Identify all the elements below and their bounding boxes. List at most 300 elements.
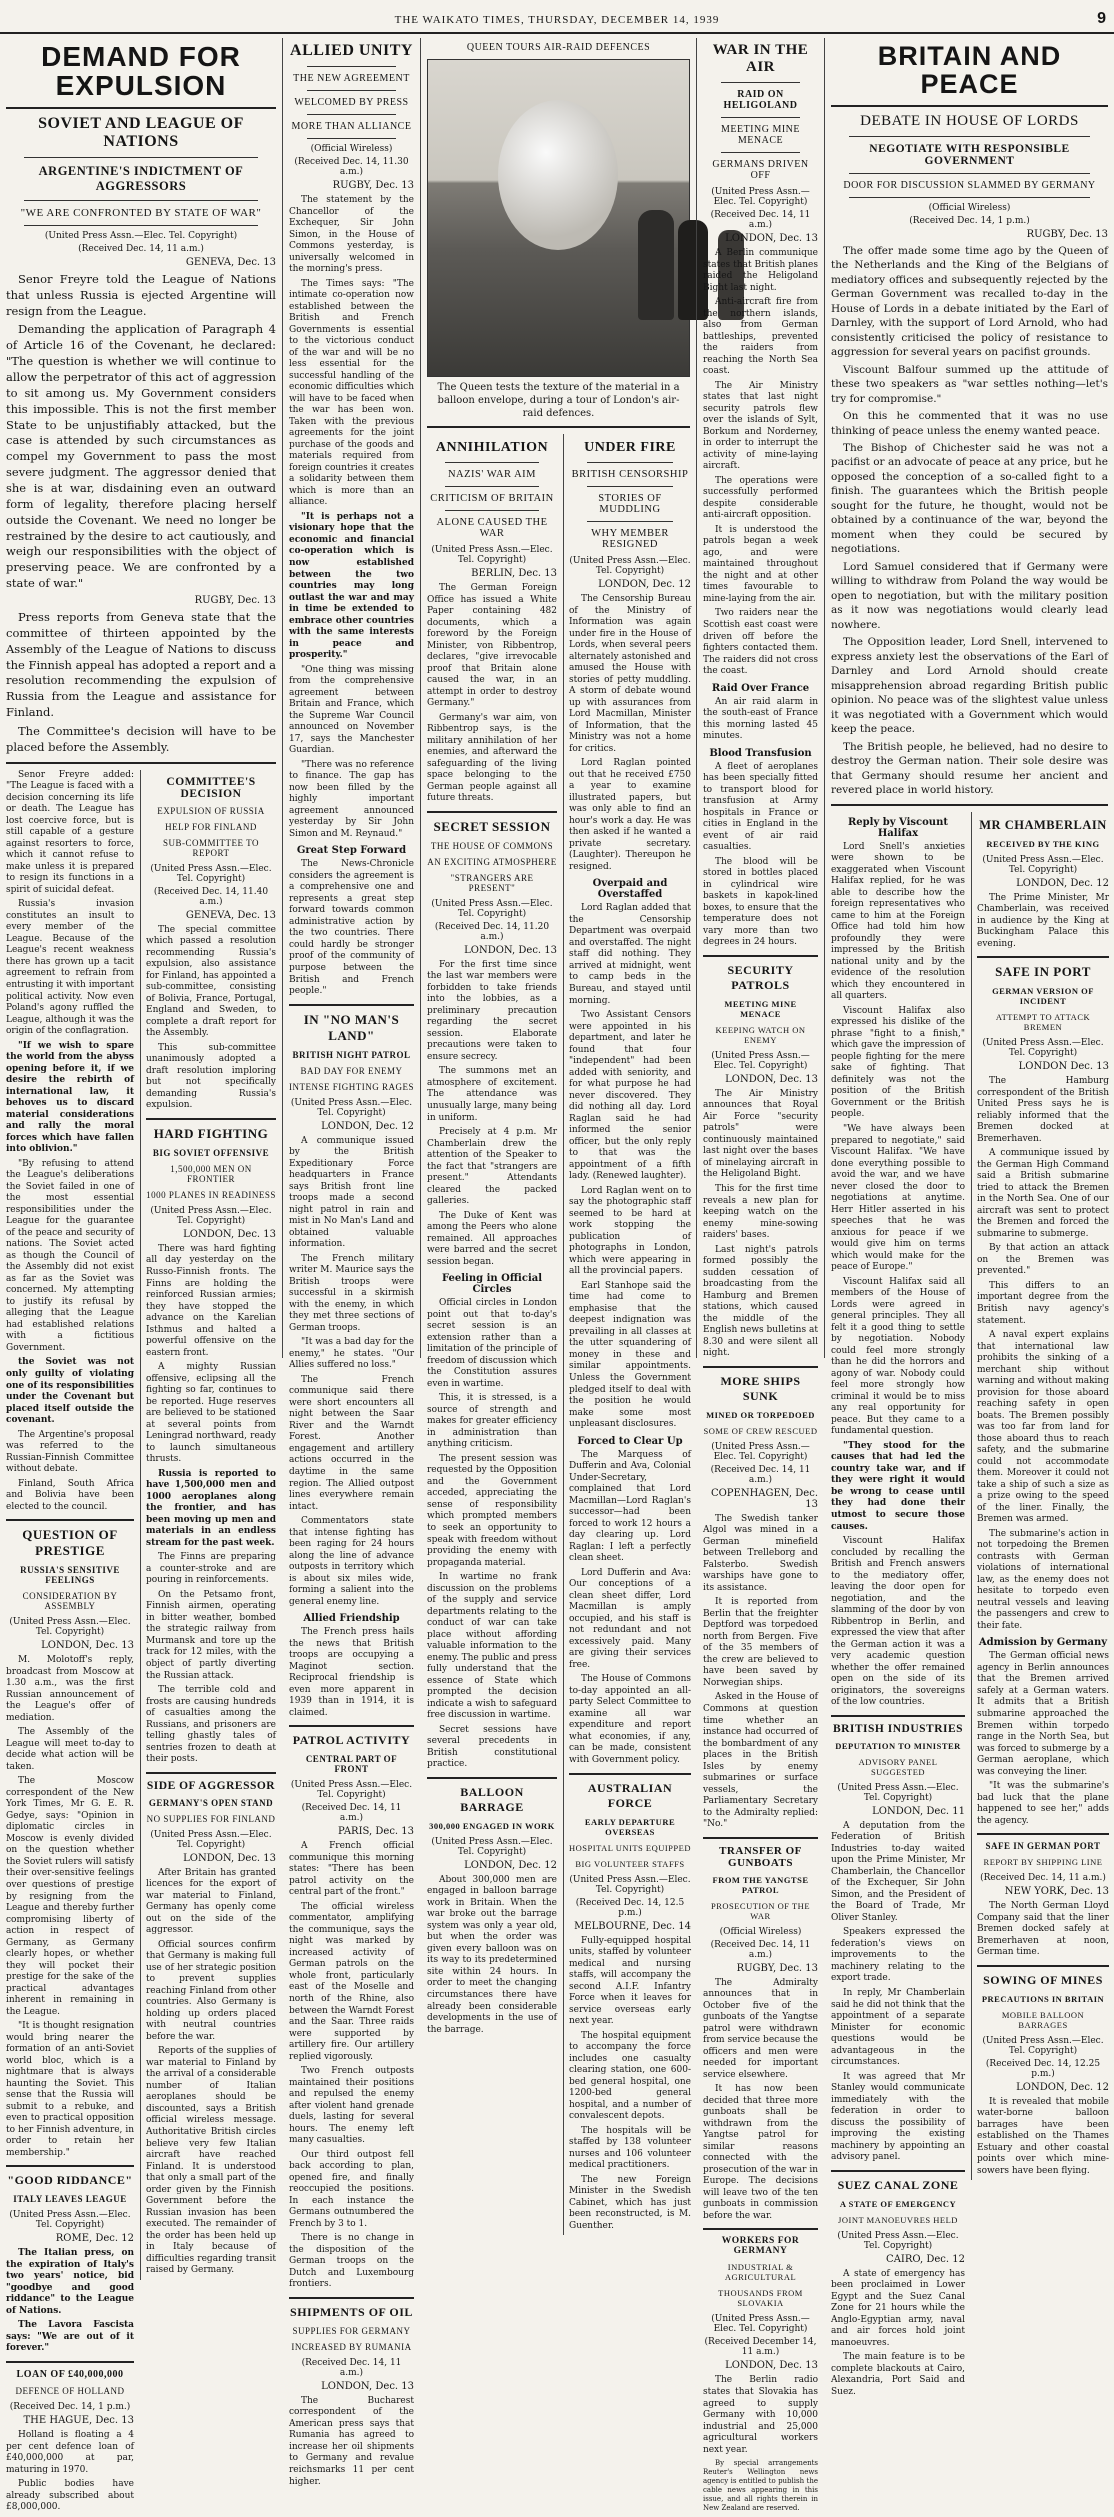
paragraph: The Prime Minister, Mr Chamberlain, was received in audience by the King at Buckingham Palace this evening. <box>977 892 1109 949</box>
section-heading: SOWING OF MINES <box>983 1972 1103 1987</box>
subhead: NEGOTIATE WITH RESPONSIBLE GOVERNMENT <box>869 142 1070 167</box>
column-3a <box>427 434 557 2039</box>
paragraph: The Censorship Bureau of the Ministry of Information was again under fire in the House of Lords, when several peers alternately astonished and amused the House with stories of petty muddling. A storm of debate wound up with assurances from Lord Macmillan, Minister of Information, that the Ministry was not a home for critics. <box>569 594 691 754</box>
dateline: LONDON, Dec. 11 <box>872 1805 965 1817</box>
paragraph: A naval expert explains that international law prohibits the sinking of a merchant ship without warning and without making provision for those aboard reaching safety in open boats. The Bremen possibly was too far from land for those aboard thus to reach safety, and the submarine could not accommodate them. Moreover it could not take a ship of such a size as a prize owing to the speed of the liner. Finally, the Bremen was armed. <box>977 1330 1109 1525</box>
paragraph: "By refusing to attend the League's deliberations the Soviet failed in one of the most essential responsibilities under the League for the guarantee of the peace and security of nations. The Soviet acted as though the Council of the Assembly did not exist as far as the Soviet was concerned. My attempting to justify its refusal by alleging that the League had established relations with a fictitious Government. <box>6 1158 134 1353</box>
subhead: RAID ON HELIGOLAND <box>723 89 798 111</box>
paragraph: Our third outpost fell back according to plan, opened fire, and finally reoccupied the positions. In each instance the Germans outnumbered the French by 3 to 1. <box>289 2149 414 2229</box>
subhead: 1000 PLANES IN READINESS <box>146 1189 276 1200</box>
paragraph: The French press hails the news that British troops are occupying a Maginot section. Reciprocal friendship is even more apparent in 1939 than in 1914, it is claimed. <box>289 1627 414 1718</box>
dateline: LONDON, Dec. 12 <box>321 1120 414 1132</box>
paragraph: A Berlin communique states that British planes raided the Heligoland Bight last night. <box>703 248 818 293</box>
subhead: ADVISORY PANEL SUGGESTED <box>858 1756 938 1777</box>
paragraph: After Britain has granted licences for the export of war material to Finland, Germany has openly come out on the side of the aggressor. <box>146 1867 276 1936</box>
paragraph: "We have always been prepared to negotiate," said Viscount Halifax. "We have done everything possible to avoid the war, and we have never closed the door to negotiations at anytime. Herr Hitler asserted in his speeches that he was anxious for peace if we would give him on terms which would make for the peace of Europe." <box>831 1123 965 1273</box>
paragraph: The German Foreign Office has issued a White Paper containing 482 documents, which a foreword by the Foreign Minister, von Ribbentrop, declares, "give irrevocable proof that Britain alone caused the war, in an attempt in order to destroy Germany." <box>427 583 557 709</box>
paragraph: "It was a bad day for the enemy," he states. "Our Allies suffered no loss." <box>289 1337 414 1371</box>
paragraph: "They stood for the causes that had led the country take war, and if they were right it would be wrong to cease until they had done their utmost to secure those causes. <box>831 1440 965 1532</box>
paragraph: The Berlin radio states that Slovakia has agreed to supply Germany with 10,000 industrial and 25,000 agricultural workers next year. <box>703 2375 818 2455</box>
subhead: BIG SOVIET OFFENSIVE <box>152 1147 270 1158</box>
divider <box>445 510 539 511</box>
paragraph: The statement by the Chancellor of the Exchequer, Sir John Simon, in the House of Commons yesterday, is universally welcomed in the morning's press. <box>289 195 414 275</box>
received-line: (Received Dec. 14, 11.40 a.m.) <box>153 886 269 907</box>
section-heading: PATROL ACTIVITY <box>292 1733 411 1748</box>
divider <box>703 1366 818 1368</box>
paragraph: A communique issued by the German High Command said a British submarine tried to attack the Bremen in the North Sea. One of our aircraft was sent to protect the Bremen and forced the submarine to submerge. <box>977 1148 1109 1239</box>
paragraph: It was agreed that Mr Stanley would communicate immediately with the federation in order to discuss the possibility of improving the existing machinery by appointing an advisory panel. <box>831 2071 965 2163</box>
paragraph: Lord Raglan pointed out that he received £750 a year to examine illustrated papers, but was only able to find an hour's work a day. He was then asked if he wanted a private secretary. (Laughter). Thereupon he resigned. <box>569 758 691 872</box>
subhead: THOUSANDS FROM SLOVAKIA <box>718 2288 803 2309</box>
subhead: PROSECUTION OF THE WAR <box>710 1900 811 1921</box>
paragraph: It is understood the patrols began a week ago, and were maintained throughout the night and at other times favourable to mine-laying from the air. <box>703 524 818 604</box>
subhead: THE HOUSE OF COMMONS <box>430 840 554 851</box>
subhead: BAD DAY FOR ENEMY <box>300 1065 403 1076</box>
paragraph: There was hard fighting all day yesterday on the Russo-Finnish fronts. The Finns are holding the reinforced Russian armies; they have stopped the advance on the Karelian Isthmus and halted a powerful offensive on the eastern front. <box>146 1243 276 1358</box>
subhead: INDUSTRIAL & AGRICULTURAL <box>724 2262 797 2283</box>
subsection-heading: Feeling in Official Circles <box>441 1273 543 1296</box>
dateline: GENEVA, Dec. 13 <box>185 256 276 268</box>
subhead: PRECAUTIONS IN BRITAIN <box>981 1993 1105 2004</box>
subhead: SOME OF CREW RESCUED <box>703 1425 818 1436</box>
divider <box>977 1833 1109 1835</box>
section-heading: IN "NO MAN'S LAND" <box>303 1011 400 1043</box>
lower-columns <box>6 769 276 2513</box>
divider <box>427 1777 557 1779</box>
received-line: (Received Dec. 14, 11.30 a.m.) <box>294 157 409 177</box>
paragraph: This for the first time reveals a new plan for keeping watch on the enemy mine-sowing raiders' bases. <box>703 1184 818 1241</box>
subhead: DEPUTATION TO MINISTER <box>835 1740 961 1751</box>
paragraph: Viscount Halifax said all members of the House of Lords were agreed in general principles. They all felt it a good thing to settle by negotiation. Nobody could feel more strongly than he did the horrors and agony of war. Nobody could feel more strongly how criminal it would be to miss any real opportunity for peace. But they came to a fundamental question. <box>831 1276 965 1437</box>
divider <box>849 173 1090 174</box>
section-heading: SAFE IN GERMAN PORT <box>985 1841 1101 1852</box>
column-5a <box>831 812 965 2402</box>
divider <box>6 2361 134 2363</box>
paragraph: the Soviet was not only guilty of violating one of its responsibilities under the Covenant but placed itself outside the covenant. <box>6 1357 134 1426</box>
section-heading: WORKERS FOR GERMANY <box>721 2236 800 2257</box>
dateline: BERLIN, Dec. 13 <box>471 568 557 579</box>
subhead: CONSIDERATION BY ASSEMBLY <box>22 1591 118 1612</box>
page-number: 9 <box>1097 10 1106 27</box>
masthead-title: THE WAIKATO TIMES, THURSDAY, DECEMBER 14, 1939 <box>394 14 720 26</box>
divider <box>703 955 818 957</box>
received-line: (Received Dec. 14, 11 a.m.) <box>710 210 811 230</box>
paragraph: "If we wish to spare the world from the abyss opening before it, if we desire the rebirth of international law, it behoves us to discard material considerations and rally the moral forces which have fallen into oblivion." <box>6 1040 134 1155</box>
divider <box>721 117 800 118</box>
received-line: (Received Dec. 14, 11 a.m.) <box>301 1803 402 1824</box>
paragraph: It has now been decided that three more gunboats shall be withdrawn from the Yangtse patrol for similar reasons connected with the prosecution of the war in Europe. The decisions will leave two of the ten gunboats in commission before the war. <box>703 2084 818 2221</box>
credit-line: (United Press Assn.—Elec. Tel. Copyright) <box>711 187 810 207</box>
divider <box>427 811 557 813</box>
paragraph: The Opposition leader, Lord Snell, intervened to express anxiety lest the observations of the Earl of Darnley and Lord Arnold should create misapprehension abroad regarding British public opinion. No peace was of the slightest value unless it was negotiated with a Government which would keep the peace. <box>831 636 1108 736</box>
paragraph: Lord Raglan went on to say the photographic staff seemed to be hard at work stopping the publication of photographs in London, which were appearing in all the provincial papers. <box>569 1185 691 1277</box>
subhead: AN EXCITING ATMOSPHERE <box>427 856 557 867</box>
paragraph: The Duke of Kent was among the Peers who alone remained. All approaches were barred and the secret session began. <box>427 1210 557 1267</box>
wireless-line: (Official Wireless) <box>928 202 1011 213</box>
dateline: LONDON, Dec. 13 <box>725 1073 818 1085</box>
paragraph: The Committee's decision will have to be placed before the Assembly. <box>6 723 276 754</box>
received-line: (Received Dec. 14, 11 a.m.) <box>980 1873 1106 1884</box>
subhead: BIG VOLUNTEER STAFFS <box>575 1858 685 1869</box>
credit-line: (United Press Assn.—Elec. Tel. Copyright) <box>982 2035 1104 2056</box>
subhead: ALONE CAUSED THE WAR <box>436 517 548 539</box>
subhead: WHY MEMBER RESIGNED <box>591 528 669 550</box>
credit-line: (United Press Assn.—Elec. Tel. Copyright) <box>150 863 272 884</box>
subhead: CRITICISM OF BRITAIN <box>430 493 554 504</box>
divider <box>703 2228 818 2230</box>
paragraph: Germany's war aim, von Ribbentrop says, is the military annihilation of her enemies, and afterward the safeguarding of the living space belonging to the German people against all future threats. <box>427 712 557 804</box>
dateline: PARIS, Dec. 13 <box>338 1826 414 1838</box>
paragraph: Press reports from Geneva state that the committee of thirteen appointed by the Assembly of the League of Nations to discuss the Finnish appeal has adopted a report and a resolution recommending the expulsion of Russia from the League and assistance for Finland. <box>6 609 276 720</box>
section-heading: MR CHAMBERLAIN <box>979 817 1107 832</box>
subsection-heading: Reply by Viscount Halifax <box>848 816 948 839</box>
paragraph: Senor Freyre added: "The League is faced with a decision concerning its life or death. The League has lost coercive force, but is still capable of a gesture against resorters to force, which it cannot refuse to make unless it is prepared to resign its functions in a spirit of suicidal defeat. <box>6 769 134 895</box>
paragraph: Senor Freyre told the League of Nations that unless Russia is ejected Argentine will resign from the League. <box>6 271 276 318</box>
paragraph: The Marquess of Dufferin and Ava, Colonial Under-Secretary, complained that Lord Macmillan—Lord Raglan's successor—had been forced to work 12 hours a day clearing up. Lord Raglan: I left a perfectly clean sheet. <box>569 1449 691 1564</box>
paragraph: "One thing was missing from the comprehensive agreement between Britain and France, which the Supreme War Council announced on November 17, says the Manchester Guardian. <box>289 664 414 756</box>
subhead: WELCOMED BY PRESS <box>294 97 409 108</box>
paragraph: The new Foreign Minister in the Swedish Cabinet, which has just been reconstructed, is M. Guenther. <box>569 2174 691 2231</box>
paragraph: The Moscow correspondent of the New York Times, Mr G. E. R. Gedye, says: "Opinion in diplomatic circles in Moscow is evenly divided on the question whether the Soviet rulers will satisfy their over-sensitive feelings over questions of prestige by resigning from the League and thereby further compromising liberty of action in respect of Germany, as Germany clearly hopes, or whether they will pocket their prestige for the sake of the practical advantages inherent in remaining in the League. <box>6 1776 134 2017</box>
dateline: COPENHAGEN, Dec. 13 <box>710 1487 818 1510</box>
column-5-lower <box>831 812 1109 2397</box>
divider <box>307 90 396 91</box>
paragraph: Demanding the application of Paragraph 4 of Article 16 of the Covenant, he declared: "The question is whether we will continue to allow the perpetrator of this act of aggression to sit among us. My Government considers this impossible. This is not the first member State to be unjustifiably attacked, but the case is attended by such circumstances as compel my Government to pass the most severe judgment. The aggressor denied that she is at war, disdaining even an outward form of legality, therefore placing herself outside the Covenant. We need no longer be restrained by the desire to act cautiously, and weigh our responsibilities with the object of preserving peace. We are confronted by a state of war." <box>6 322 276 591</box>
paragraph: The Swedish tanker Algol was mined in a German minefield between Trelleborg and Falsterbo. Swedish warships have gone to its assistance. <box>703 1513 818 1593</box>
dateline: RUGBY, Dec. 13 <box>1026 228 1108 240</box>
divider <box>146 1772 276 1774</box>
divider <box>831 105 1108 107</box>
dateline: RUGBY, Dec. 13 <box>194 594 276 606</box>
divider <box>307 114 396 115</box>
credit-line: (United Press Assn.—Elec. Tel. Copyright) <box>290 1780 413 1801</box>
subhead: DEBATE IN HOUSE OF LORDS <box>860 112 1079 129</box>
section-heading: WAR IN THE AIR <box>712 42 809 75</box>
credit-line: (United Press Assn.—Elec. Tel. Copyright) <box>711 2314 810 2335</box>
credit-line: (United Press Assn.—Elec. Tel. Copyright) <box>44 230 238 241</box>
dateline: LONDON, Dec. 13 <box>183 1852 276 1864</box>
paragraph: Reports of the supplies of war material to Finland by the arrival of a considerable number of Italian aeroplanes should be discounted, says a British official wireless message. Authoritative British circles believe very few Italian aircraft have reached Finland. It is understood that only a small part of the order given by the Finnish Government before the Russian invasion has been executed. The remainder of the order has been held up in Italy because of difficulties regarding transit raised by Germany. <box>146 2046 276 2276</box>
paragraph: On this he commented that it was no use thinking of peace unless the enemy wanted peace. <box>831 410 1108 437</box>
received-line: (Received Dec. 14, 11 a.m.) <box>301 2357 402 2378</box>
divider <box>24 200 258 201</box>
section-heading: SECURITY PATROLS <box>727 962 794 992</box>
credit-line: (United Press Assn.—Elec. Tel. Copyright) <box>9 1617 131 1638</box>
paragraph: Holland is floating a 4 per cent defence loan of £40,000,000 at par, maturing in 1970. <box>6 2430 134 2475</box>
paragraph: The hospitals will be staffed by 138 volunteer nurses and 106 volunteer medical practitioners. <box>569 2125 691 2171</box>
paragraph: The main feature is to be complete blackouts at Cairo, Alexandria, Port Said and Suez. <box>831 2352 965 2397</box>
divider <box>307 66 396 67</box>
paragraph: Last night's patrols formed possibly the sudden cessation of broadcasting from the Hamburg and Bremen stations, which caused the middle of the English news bulletins at 8.30 and were silent all night. <box>703 1244 818 1359</box>
paragraph: Two French outposts maintained their positions and repulsed the enemy after violent hand grenade duels, lasting for several hours. The enemy left many casualties. <box>289 2066 414 2146</box>
paragraph: An air raid alarm in the south-east of France this morning lasted 45 minutes. <box>703 696 818 742</box>
wireless-line: (Official Wireless) <box>310 144 393 154</box>
subhead: 1,500,000 MEN ON FRONTIER <box>170 1163 252 1184</box>
subhead: GERMAN VERSION OF INCIDENT <box>992 986 1094 1007</box>
column-5b <box>971 812 1109 2181</box>
subhead: "STRANGERS ARE PRESENT" <box>450 872 534 893</box>
paragraph: It is revealed that mobile water-borne balloon barrages have been established on the Thames Estuary and other coastal points over which mine-sowers have been flying. <box>977 2096 1109 2176</box>
subhead: HELP FOR FINLAND <box>165 821 257 832</box>
paragraph: It is reported from Berlin that the freighter Deptford was torpedoed north from Bergen. Five of the 35 members of the crew are believed to have been saved by Norwegian ships. <box>703 1597 818 1688</box>
divider <box>721 152 800 153</box>
divider <box>6 1519 134 1521</box>
paragraph: The submarine's action in not torpedoing the Bremen contrasts with German violations of international law, as the enemy does not hesitate to torpedo even neutral vessels and leaving the passengers and crew to their fate. <box>977 1528 1109 1631</box>
dateline: GENEVA, Dec. 13 <box>185 909 276 921</box>
subhead: BRITISH CENSORSHIP <box>571 469 689 480</box>
column-3 <box>420 38 696 2231</box>
paragraph: The House of Commons to-day appointed an all-party Select Committee to examine all war expenditure and report what economies, if any, can be made, consistent with Government policy. <box>569 1674 691 1765</box>
paragraph: Two Assistant Censors were appointed in his department, and later he found that four "independent" had been added with seniority, and for what purpose he had never discovered. They did nothing all day. Lord Raglan said he had informed the senior officer, but the only reply to that was the appointment of a fifth lady. (Renewed laughter). <box>569 1010 691 1182</box>
subhead: FROM THE YANGTSE PATROL <box>712 1874 809 1895</box>
column-4 <box>696 38 824 2512</box>
divider <box>445 486 539 487</box>
subhead: RUSSIA'S SENSITIVE FEELINGS <box>20 1565 120 1586</box>
divider <box>977 1965 1109 1967</box>
paragraph: A mighty Russian offensive, eclipsing all the fighting so far, continues to be reported. Huge reserves are believed to be stationed at several points from Leningrad northward, ready to launch simultaneous thrusts. <box>146 1362 276 1465</box>
paragraph: Viscount Balfour summed up the attitude of these two speakers as "war settles nothing—let's try for compromise." <box>831 363 1108 405</box>
paragraph: Viscount Halifax concluded by recalling the British and French answers to the mediatory offer, leaving the door open for negotiation, and the slamming of the door by von Ribbentrop in Berlin, and expressed the view that after the German action it was a very academic question whether the offer remained open on the side of its originators, the sovereigns of the low countries. <box>831 1536 965 1708</box>
paragraph: The special committee which passed a resolution recommending Russia's expulsion, also assistance for Finland, has appointed a sub-committee, consisting of Bolivia, France, Portugal, England and Sweden, to complete a draft report for the Assembly. <box>146 924 276 1039</box>
divider <box>721 82 800 83</box>
paragraph: The Times says: "The intimate co-operation now established between the British and French Governments is essential to the victorious conduct of the war and will be no less essential for the successful handling of the economic difficulties which will have to be faced when the war has been won. Taken with the previous agreements for the joint purchase of the goods and materials required from foreign countries it creates a solidarity between them which is more than an alliance. <box>289 278 414 508</box>
dateline: LONDON, Dec. 13 <box>41 1640 134 1652</box>
section-heading: MORE SHIPS SUNK <box>720 1373 801 1403</box>
credit-line: (United Press Assn.—Elec. Tel. Copyright) <box>982 1038 1104 1059</box>
paragraph: The Italian press, on the expiration of Italy's two years' notice, bid "goodbye and good riddance" to the League of Nations. <box>6 2248 134 2316</box>
subhead: CENTRAL PART OF FRONT <box>305 1754 398 1775</box>
paragraph: Viscount Halifax also expressed his dislike of the phrase "fight to a finish," which gave the impression of people fighting for the mere sake of fighting. That definitely was not the position of the British Government or the British people. <box>831 1005 965 1120</box>
dateline: ROME, Dec. 12 <box>55 2233 134 2245</box>
paragraph: The hospital equipment to accompany the force includes one casualty clearing station, one 600-bed general hospital, one 1200-bed general hospital, and a number of convalescent depots. <box>569 2030 691 2122</box>
credit-line: (United Press Assn.—Elec. Tel. Copyright) <box>711 1441 810 1462</box>
section-heading: SECRET SESSION <box>433 818 551 834</box>
paragraph: Two raiders near the Scottish east coast were driven off before the fighters contacted them. The raiders did not cross the coast. <box>703 608 818 677</box>
subsection-heading: Forced to Clear Up <box>577 1435 683 1447</box>
paragraph: By that action an attack on the Bremen was prevented." <box>977 1243 1109 1277</box>
dateline: LONDON, Dec. 13 <box>321 2380 414 2392</box>
section-heading: ANNIHILATION <box>435 440 549 455</box>
divider <box>569 1773 691 1775</box>
section-heading: SHIPMENTS OF OIL <box>290 2304 413 2319</box>
subhead: MEETING MINE MENACE <box>720 124 801 146</box>
paragraph: The official wireless commentator, amplifying the communique, says the night was marked by increased activity of German patrols on the whole front, particularly east of the Moselle and north of the Rhine, also between the Warndt Forest and the Saar. Three raids were supported by artillery fire. Our artillery replied vigorously. <box>289 1901 414 2062</box>
section-heading: SUEZ CANAL ZONE <box>837 2177 959 2192</box>
paragraph: The Finns are preparing a counter-stroke and are pouring in reinforcements. <box>146 1552 276 1586</box>
paragraph: The Bishop of Chichester said he was not a pacifist or an advocate of peace at any price, but he opposed the conception of a so-called fight to a finish. The guarantees which the British people sought for the future, he thought, would not be obtained by a continuance of the war, beyond the moment when they could be secured by negotiations. <box>831 441 1108 556</box>
credit-line: (United Press Assn.—Elec. Tel. Copyright) <box>982 854 1104 875</box>
received-line: (Received Dec. 14, 12.5 p.m.) <box>575 1897 685 1918</box>
column-5 <box>824 38 1114 2397</box>
paragraph: Russia's invasion constitutes an insult to every member of the League. Because of the League's recent weakness there has grown up a tacit agreement to refrain from entrusting it with important political activity. Now even Poland's agony ruffled the League, although it was the origin of the conflagration. <box>6 899 134 1037</box>
subhead: RECEIVED BY THE KING <box>986 838 1100 849</box>
section-heading: LOAN OF £40,000,000 <box>16 2369 124 2380</box>
subhead: MOBILE BALLOON BARRAGES <box>1001 2009 1085 2030</box>
balloon-shape <box>498 100 618 250</box>
paragraph: The British people, he believed, had no desire to destroy the German nation. Their sole desire was that Germany should resume her ancient and revered place in world history. <box>831 740 1108 797</box>
paragraph: Speakers expressed the federation's views on improvements to the machinery relating to the export trade. <box>831 1927 965 1984</box>
subhead: INTENSE FIGHTING RAGES <box>289 1081 414 1092</box>
queen-balloon-photo <box>427 59 690 377</box>
subhead: SUB-COMMITTEE TO REPORT <box>163 837 259 858</box>
dateline: LONDON, Dec. 13 <box>725 233 818 244</box>
section-heading: SAFE IN PORT <box>995 964 1091 980</box>
subhead: ATTEMPT TO ATTACK BREMEN <box>995 1012 1091 1033</box>
paragraph: This, it is stressed, is a source of strength and makes for greater efficiency in administration than anything criticism. <box>427 1393 557 1450</box>
paragraph: Public bodies have already subscribed about £8,000,000. <box>6 2479 134 2513</box>
divider <box>6 762 276 764</box>
paragraph: Lord Raglan added that the Censorship Department was overpaid and overstaffed. The night staff did nothing. They arrived at midnight, went to camp beds in the Bureau, and stayed until morning. <box>569 903 691 1006</box>
paragraph: Official circles in London point out that to-day's secret session is an extension rather than a limitation of the principle of freedom of discussion which the Constitution assures even in wartime. <box>427 1298 557 1389</box>
section-heading: QUESTION OF PRESTIGE <box>22 1527 118 1559</box>
subhead: STORIES OF MUDDLING <box>598 493 662 515</box>
credit-line: (United Press Assn.—Elec. Tel. Copyright) <box>837 1782 959 1803</box>
subsection-heading: Overpaid and Overstaffed <box>592 878 668 901</box>
divider <box>445 462 539 463</box>
paragraph: Lord Snell's anxieties were shown to be exaggerated when Viscount Halifax replied, for he was able to describe how the foreign representatives who came to him at the Foreign Office had told him how profoundly they were impressed by the British national unity and by the evidence of the resolution which they encountered in all quarters. <box>831 841 965 1002</box>
received-line: (Received Dec. 14, 11 a.m.) <box>710 1939 811 1960</box>
subhead: THE NEW AGREEMENT <box>293 73 410 84</box>
subhead-quote: "WE ARE CONFRONTED BY STATE OF WAR" <box>20 206 262 219</box>
paragraph: The North German Lloyd Company said that the liner Bremen docked safely at Bremerhaven at noon, German time. <box>977 1901 1109 1958</box>
received-line: (Received Dec. 14, 1 p.m.) <box>9 2402 131 2412</box>
dateline: RUGBY, Dec. 13 <box>332 180 414 191</box>
paragraph: The present session was requested by the Opposition and the Government acceded, appreciating the sense of responsibility which prompted members to seek an opportunity to speak with freedom without providing the enemy with propaganda material. <box>427 1453 557 1568</box>
subhead: GERMANS DRIVEN OFF <box>712 159 809 181</box>
section-heading: "GOOD RIDDANCE" <box>7 2173 133 2188</box>
paragraph: Anti-aircraft fire from the northern islands, also from German battleships, prevented the raiders from reaching the North Sea coast. <box>703 297 818 377</box>
paragraph: A state of emergency has been proclaimed in Lower Egypt and the Suez Canal Zone for 21 hours while the Anglo-Egyptian army, naval and air forces hold joint manoeuvres. <box>831 2268 965 2348</box>
divider <box>831 2170 965 2172</box>
dateline: MELBOURNE, Dec. 14 <box>574 1920 691 1932</box>
section-heading: HARD FIGHTING <box>153 1125 269 1141</box>
divider <box>146 1118 276 1120</box>
subhead: HOSPITAL UNITS EQUIPPED <box>569 1842 691 1853</box>
paragraph: Precisely at 4 p.m. Mr Chamberlain drew the attention of the Speaker to the fact that "strangers are present." Attendants cleared the packed galleries. <box>427 1127 557 1207</box>
subhead: REPORT BY SHIPPING LINE <box>983 1857 1103 1868</box>
subhead: MINED OR TORPEDOED <box>706 1409 815 1420</box>
subhead: GERMANY'S OPEN STAND <box>148 1797 274 1808</box>
paragraph: On the Petsamo front, Finnish airmen, operating in bitter weather, bombed the strategic railway from Murmansk and tore up the track for 12 miles, with the object of partly diverting the Russian attack. <box>146 1589 276 1681</box>
divider <box>849 136 1090 137</box>
dateline: LONDON Dec. 13 <box>1018 1061 1109 1073</box>
paragraph: A French official communique this morning states: "There has been patrol activity on the central part of the front." <box>289 1841 414 1898</box>
paragraph: The French military writer M. Maurice says the British troops were successful in a skirmish with the enemy, in which they met three sections of German troops. <box>289 1253 414 1333</box>
subhead: EXPULSION OF RUSSIA <box>157 805 265 816</box>
paragraph: There is no change in the disposition of the German troops on the Dutch and Luxembourg frontiers. <box>289 2233 414 2290</box>
section-heading: BRITISH INDUSTRIES <box>832 1722 964 1735</box>
divider <box>427 426 690 428</box>
photo-caption: The Queen tests the texture of the material in a balloon envelope, during a tour of London's air-raid defences. <box>437 382 680 419</box>
received-line: (Received Dec. 14, 11.20 a.m.) <box>434 921 550 942</box>
subhead: DEFENCE OF HOLLAND <box>15 2386 125 2396</box>
subsection-heading: Blood Transfusion <box>709 747 812 759</box>
paragraph: About 300,000 men are engaged in balloon barrage work in Britain. When the war broke out the barrage system was only a year old, but when the order was given every balloon was on its way to its predetermined site within 24 hours. In order to meet the changing circumstances there have already been considerable developments in the use of the barrage. <box>427 1874 557 2035</box>
received-line: (Received December 14, 11 a.m.) <box>704 2337 817 2358</box>
paragraph: The operations were successfully performed despite considerable anti-aircraft opposition. <box>703 475 818 521</box>
column-2 <box>282 38 420 2487</box>
divider <box>307 138 396 139</box>
photo-title: QUEEN TOURS AIR-RAID DEFENCES <box>466 42 651 53</box>
subhead: NAZIS' WAR AIM <box>447 469 537 480</box>
credit-line: (United Press Assn.—Elec. Tel. Copyright) <box>837 2230 959 2251</box>
paragraph: Asked in the House of Commons at question time whether an instance had occurred of the bombardment of any places in the British Isles by enemy submarines or surface vessels, the Parliamentary Secretary to the Admiralty replied: "No." <box>703 1692 818 1830</box>
credit-line: (United Press Assn.—Elec. Tel. Copyright) <box>431 898 553 919</box>
dateline: NEW YORK, Dec. 13 <box>1004 1886 1109 1898</box>
dateline: THE HAGUE, Dec. 13 <box>23 2415 134 2426</box>
paragraph: Earl Stanhope said the time had come to emphasise that the deepest indignation was prevailing in all classes at the utter squandering of money in these and similar appointments. Unless the Government pledged itself to deal with the position he would make some most unpleasant disclosures. <box>569 1280 691 1430</box>
paragraph: For the first time since the last war members were forbidden to take friends into the lobbies, as a preliminary precaution regarding the secret session. Elaborate precautions were taken to ensure secrecy. <box>427 959 557 1062</box>
divider <box>24 225 258 226</box>
paragraph: A deputation from the Federation of British Industries to-day waited upon the Prime Minister, Mr Chamberlain, the Chancellor of the Exchequer, Sir John Simon, and the President of the Board of Trade, Mr Oliver Stanley. <box>831 1820 965 1923</box>
received-line: (Received Dec. 14, 11 a.m.) <box>78 243 204 254</box>
section-heading: COMMITTEE'S DECISION <box>166 775 256 800</box>
subhead: JOINT MANOEUVRES HELD <box>838 2214 958 2225</box>
subhead: KEEPING WATCH ON ENEMY <box>715 1024 806 1045</box>
divider <box>831 1715 965 1717</box>
paragraph: By special arrangements Reuter's Wellington news agency is entitled to publish the cable news appearing in this issue, and all rights therein in New Zealand are reserved. <box>703 2459 818 2512</box>
masthead <box>0 0 1114 34</box>
subsection-heading: Allied Friendship <box>303 1613 400 1625</box>
subhead: EARLY DEPARTURE OVERSEAS <box>584 1816 676 1837</box>
subhead: ITALY LEAVES LEAGUE <box>13 2194 127 2205</box>
paragraph: In reply, Mr Chamberlain said he did not think that the appointment of a separate Minister for economic questions would be advantageous in the circumstances. <box>831 1987 965 2068</box>
paragraph: Fully-equipped hospital units, staffed by volunteer medical and nursing staffs, will accompany the second A.I.F. Infantry Force when it leaves for service overseas early next year. <box>569 1935 691 2027</box>
received-line: (Received Dec. 14, 1 p.m.) <box>909 215 1030 226</box>
paragraph: The Bucharest correspondent of the American press says that Rumania has agreed to increase her oil shipments to Germany and revalue reichsmarks 11 per cent higher. <box>289 2395 414 2487</box>
section-heading: TRANSFER OF GUNBOATS <box>719 1844 802 1869</box>
headline-britain-and-peace: BRITAIN AND PEACE <box>877 41 1062 100</box>
credit-line: (United Press Assn.—Elec. Tel. Copyright) <box>150 1205 272 1226</box>
credit-line: (United Press Assn.—Elec. Tel. Copyright) <box>569 556 691 576</box>
subhead: 300,000 ENGAGED IN WORK <box>429 1820 555 1831</box>
credit-line: (United Press Assn.—Elec. Tel. Copyright) <box>431 1836 553 1857</box>
divider <box>24 157 258 158</box>
figure-silhouette <box>638 210 674 320</box>
credit-line: (United Press Assn.—Elec. Tel. Copyright) <box>9 2210 131 2231</box>
dateline: LONDON, Dec. 13 <box>725 2360 818 2372</box>
credit-line: (United Press Assn.—Elec. Tel. Copyright) <box>150 1829 272 1850</box>
subhead: ARGENTINE'S INDICTMENT OF AGGRESSORS <box>38 163 244 193</box>
subhead: NO SUPPLIES FOR FINLAND <box>146 1813 276 1824</box>
paragraph: A fleet of aeroplanes has been specially fitted to transport blood for transfusion at Army hospitals in France or cities in England in the event of air raid casualties. <box>703 761 818 853</box>
paragraph: The Air Ministry announces that Royal Air Force "security patrols" were continuously maintained last night over the bases of minelaying aircraft in the Heligoland Bight. <box>703 1088 818 1180</box>
paragraph: Commentators state that intense fighting has been raging for 24 hours along the line of advance outposts in territory which is about six miles wide, forming a salient into the general enemy line. <box>289 1516 414 1607</box>
section-heading: UNDER FIRE <box>584 440 676 455</box>
paragraph: A communique issued by the British Expeditionary Force headquarters in France says British front line troops made a second night patrol in rain and mist in No Man's Land and obtained valuable information. <box>289 1135 414 1250</box>
divider <box>6 2165 134 2167</box>
divider <box>703 1837 818 1839</box>
paragraph: Official sources confirm that Germany is making full use of her strategic position to prevent supplies reaching Finland from other countries. Also Germany is holding up orders placed with neutral countries before the war. <box>146 1939 276 2042</box>
subsection-heading: Admission by Germany <box>978 1637 1108 1649</box>
subhead: SOVIET AND LEAGUE OF NATIONS <box>38 114 244 150</box>
divider <box>6 107 276 109</box>
subhead: INCREASED BY RUMANIA <box>291 2341 412 2352</box>
subhead: A STATE OF EMERGENCY <box>839 2198 957 2209</box>
section-heading: AUSTRALIAN FORCE <box>587 1780 673 1810</box>
paragraph: Finland, South Africa and Bolivia have been elected to the council. <box>6 1478 134 1512</box>
divider <box>289 2297 414 2299</box>
subsection-heading: Great Step Forward <box>296 845 407 857</box>
credit-line: (United Press Assn.—Elec. Tel. Copyright) <box>431 545 553 565</box>
divider <box>289 1004 414 1006</box>
subhead: MORE THAN ALLIANCE <box>291 121 412 132</box>
paragraph: The French communique said there were short encounters all night between the Saar River and the Warndt Forest. Another engagement and artillery actions occurred in the daytime in the same region. The Allied outpost lines everywhere remain intact. <box>289 1374 414 1512</box>
paragraph: Lord Samuel considered that if Germany were willing to withdraw from Poland the way would be open to negotiation, but with the military position as it now was negotiations would clearly lead nowhere. <box>831 560 1108 631</box>
subsection-heading: Raid Over France <box>711 682 810 694</box>
divider <box>587 462 673 463</box>
paragraph: "It is thought resignation would bring nearer the formation of an anti-Soviet world bloc, which is a nightmare that is always haunting the Soviet. This sense that the Russia will submit to a rebuke, and even to practical opposition to her Finnish adventure, in order to retain her membership." <box>6 2021 134 2158</box>
